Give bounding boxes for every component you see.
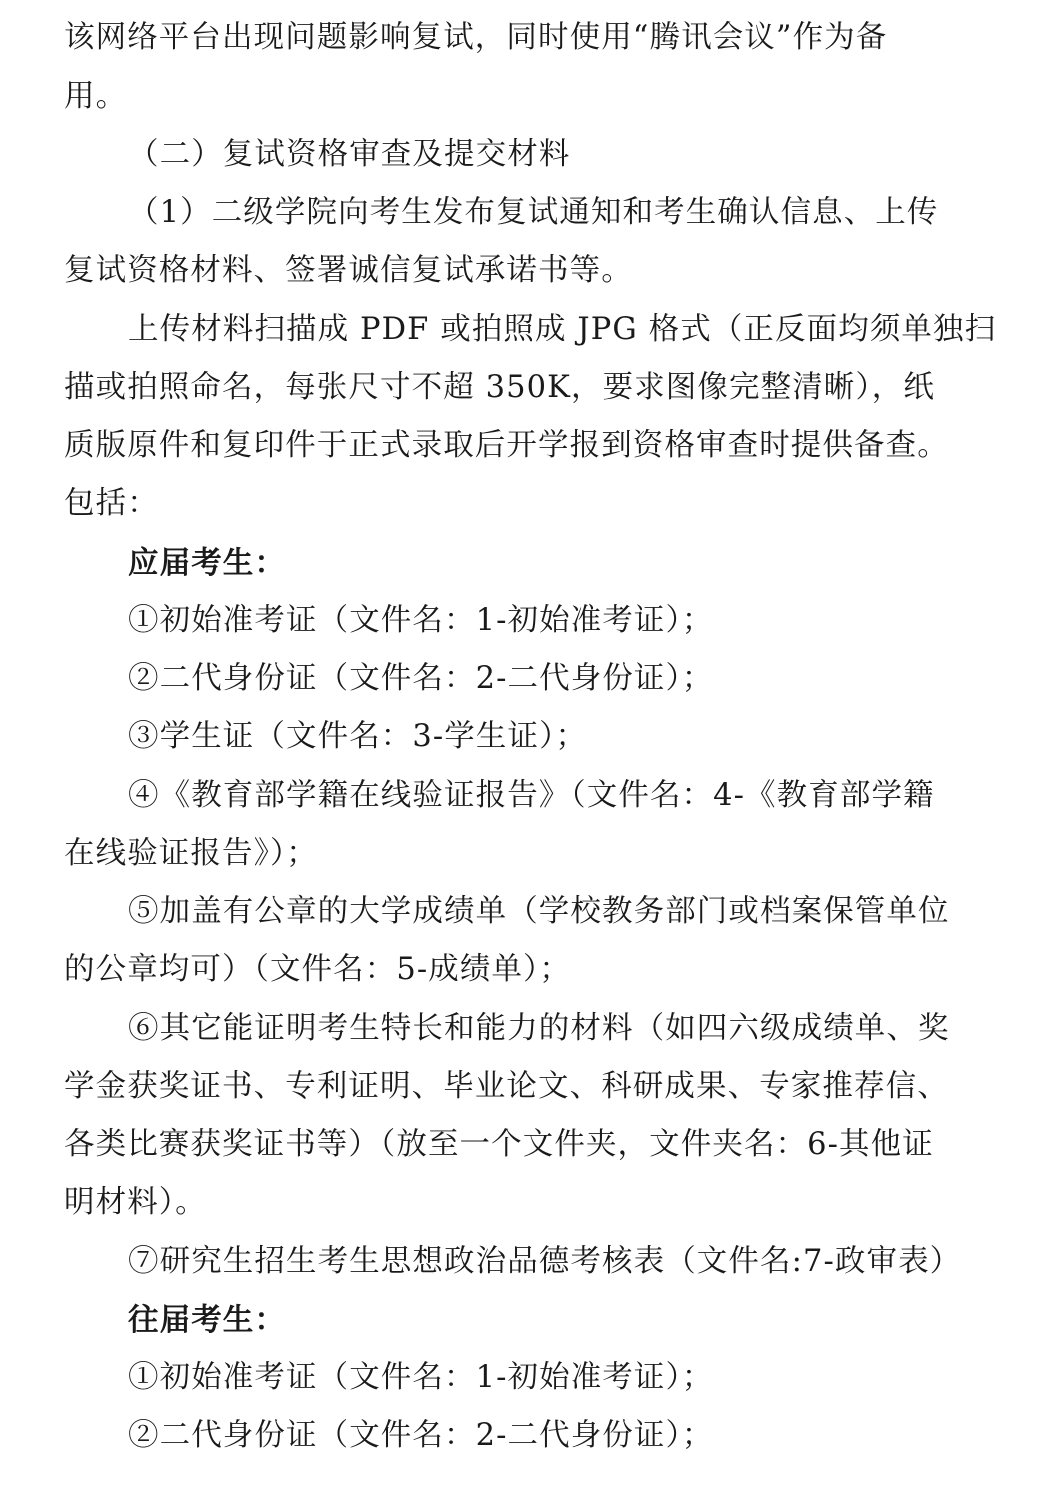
paragraph-line: 复试资格材料、签署诚信复试承诺书等。 [64,253,633,288]
list-item: ④《教育部学籍在线验证报告》（文件名：4-《教育部学籍 [128,778,935,813]
list-item: ⑤加盖有公章的大学成绩单（学校教务部门或档案保管单位 [128,894,950,929]
paragraph-line: （1）二级学院向考生发布复试通知和考生确认信息、上传 [128,195,939,230]
list-item: ⑦研究生招生考生思想政治品德考核表（文件名:7-政审表） [128,1244,962,1279]
list-item: ③学生证（文件名：3-学生证）； [128,719,588,754]
paragraph-line: 质版原件和复印件于正式录取后开学报到资格审查时提供备查。 [64,428,949,463]
subheading-current-students: 应届考生： [128,545,286,581]
list-item-continued: 在线验证报告》）； [64,836,318,871]
paragraph-line: 描或拍照命名，每张尺寸不超 350K，要求图像完整清晰），纸 [64,370,935,405]
section-heading: （二）复试资格审查及提交材料 [128,137,571,172]
list-item-continued: 各类比赛获奖证书等）（放至一个文件夹，文件夹名：6-其他证 [64,1127,934,1162]
subheading-previous-students: 往届考生： [128,1302,286,1338]
list-item-continued: 的公章均可）（文件名：5-成绩单）； [64,952,572,987]
list-item: ⑥其它能证明考生特长和能力的材料（如四六级成绩单、奖 [128,1011,950,1046]
list-item: ①初始准考证（文件名：1-初始准考证）； [128,1360,714,1395]
list-item: ②二代身份证（文件名：2-二代身份证）； [128,1418,714,1453]
list-item: ①初始准考证（文件名：1-初始准考证）； [128,603,714,638]
paragraph-line: 用。 [64,79,128,114]
paragraph-line: 上传材料扫描成 PDF 或拍照成 JPG 格式（正反面均须单独扫 [128,312,997,347]
paragraph-line: 包括： [64,486,159,521]
list-item: ②二代身份证（文件名：2-二代身份证）； [128,661,714,696]
paragraph-line: 该网络平台出现问题影响复试，同时使用“腾讯会议”作为备 [64,20,888,55]
list-item-continued: 明材料）。 [64,1185,207,1220]
list-item-continued: 学金获奖证书、专利证明、毕业论文、科研成果、专家推荐信、 [64,1069,949,1104]
